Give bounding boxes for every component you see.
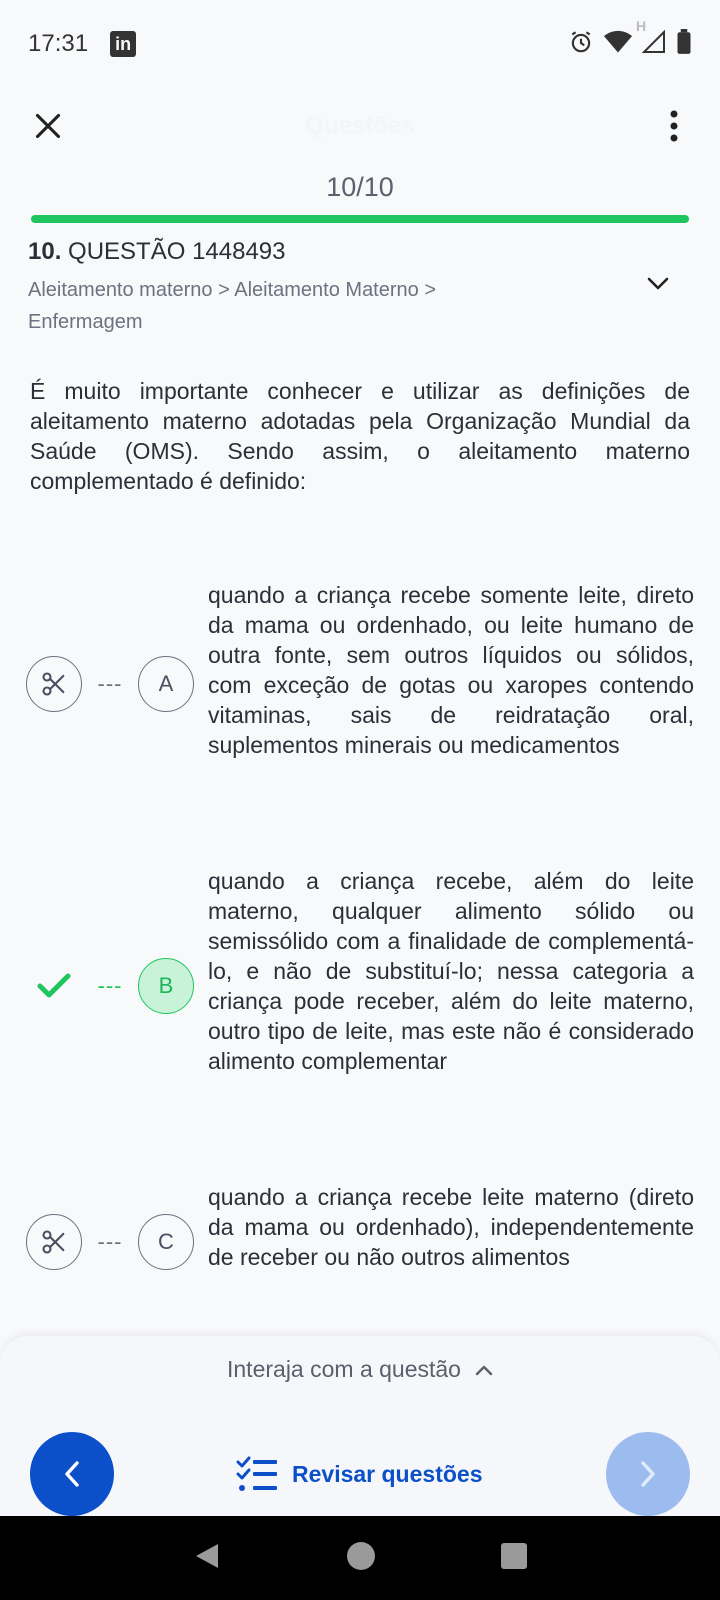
previous-question-button[interactable]	[30, 1432, 114, 1516]
option-controls	[26, 1214, 196, 1270]
progress-fill	[31, 215, 689, 223]
chevron-right-icon	[638, 1459, 658, 1489]
page-title: Questões	[305, 112, 415, 139]
breadcrumb-line: Aleitamento materno > Aleitamento Materno >	[28, 279, 437, 301]
checklist-icon	[236, 1456, 278, 1492]
more-vert-icon	[669, 110, 679, 142]
status-bar	[0, 0, 720, 88]
question-id: QUESTÃO 1448493	[61, 238, 286, 265]
review-questions-label: Revisar questões	[292, 1460, 483, 1487]
app-bar	[0, 90, 720, 162]
question-title	[28, 238, 628, 266]
option-connector: ---	[97, 1229, 123, 1254]
option-letter[interactable]: B	[138, 958, 194, 1014]
check-icon	[37, 972, 71, 1000]
network-type-label: H	[636, 17, 647, 34]
signal-icon	[636, 17, 666, 59]
option-connector: ---	[97, 671, 123, 696]
option-connector: ---	[97, 973, 123, 998]
breadcrumb	[28, 274, 628, 338]
option-letter[interactable]: A	[138, 656, 194, 712]
linkedin-icon: in	[110, 31, 136, 57]
chevron-up-icon	[475, 1364, 493, 1376]
option-text[interactable]: quando a criança recebe, além do leite materno, qualquer alimento sólido ou semissólido com a finalidade de complementá-lo, e não de substituí-lo; nessa categoria a criança pode receber, além do leite materno, outro tipo de leite, mas este não é considerado alimento complementar	[208, 868, 694, 1074]
review-questions-button[interactable]	[236, 1456, 482, 1492]
chevron-left-icon	[62, 1459, 82, 1489]
chevron-down-icon	[646, 276, 670, 292]
home-circle-icon[interactable]	[346, 1541, 376, 1576]
status-time: 17:31	[28, 30, 89, 57]
breadcrumb-line: Enfermagem	[28, 311, 143, 333]
expand-details-button[interactable]	[640, 266, 676, 302]
option-text[interactable]: quando a criança recebe leite materno (direto da mama ou ordenhado), independentemente de receber ou não outros alimentos	[208, 1184, 694, 1270]
option-letter[interactable]: C	[138, 1214, 194, 1270]
status-icons	[568, 17, 692, 60]
correct-mark	[26, 958, 82, 1014]
battery-icon	[676, 29, 692, 60]
alarm-icon	[568, 29, 594, 60]
option-controls	[26, 958, 196, 1014]
question-statement: É muito importante conhecer e utilizar as definições de aleitamento materno adotadas pela Organização Mundial da Saúde (OMS). Sendo assim, o aleitamento materno complementado é definido:	[30, 378, 690, 494]
recents-square-icon[interactable]	[500, 1542, 528, 1575]
question-number: 10.	[28, 238, 62, 265]
scissors-icon	[40, 670, 68, 698]
eliminate-option-button[interactable]	[26, 656, 82, 712]
system-navigation-bar	[0, 1516, 720, 1600]
wifi-icon	[604, 30, 632, 59]
bottom-panel	[0, 1336, 720, 1516]
progress-bar	[31, 215, 689, 223]
next-question-button[interactable]	[606, 1432, 690, 1516]
interact-toggle[interactable]	[0, 1356, 720, 1383]
option-controls	[26, 656, 196, 712]
progress-counter: 10/10	[326, 172, 394, 202]
more-options-button[interactable]	[664, 108, 684, 144]
option-text[interactable]: quando a criança recebe somente leite, direto da mama ou ordenhado, ou leite humano de outra fonte, sem outros líquidos ou sólidos, com exceção de gotas ou xaropes contendo vitaminas, sais de reidratação oral, suplementos minerais ou medicamentos	[208, 582, 694, 758]
interact-label: Interaja com a questão	[227, 1356, 461, 1382]
eliminate-option-button[interactable]	[26, 1214, 82, 1270]
scissors-icon	[40, 1228, 68, 1256]
back-triangle-icon[interactable]	[192, 1541, 222, 1576]
question-header	[28, 238, 628, 338]
